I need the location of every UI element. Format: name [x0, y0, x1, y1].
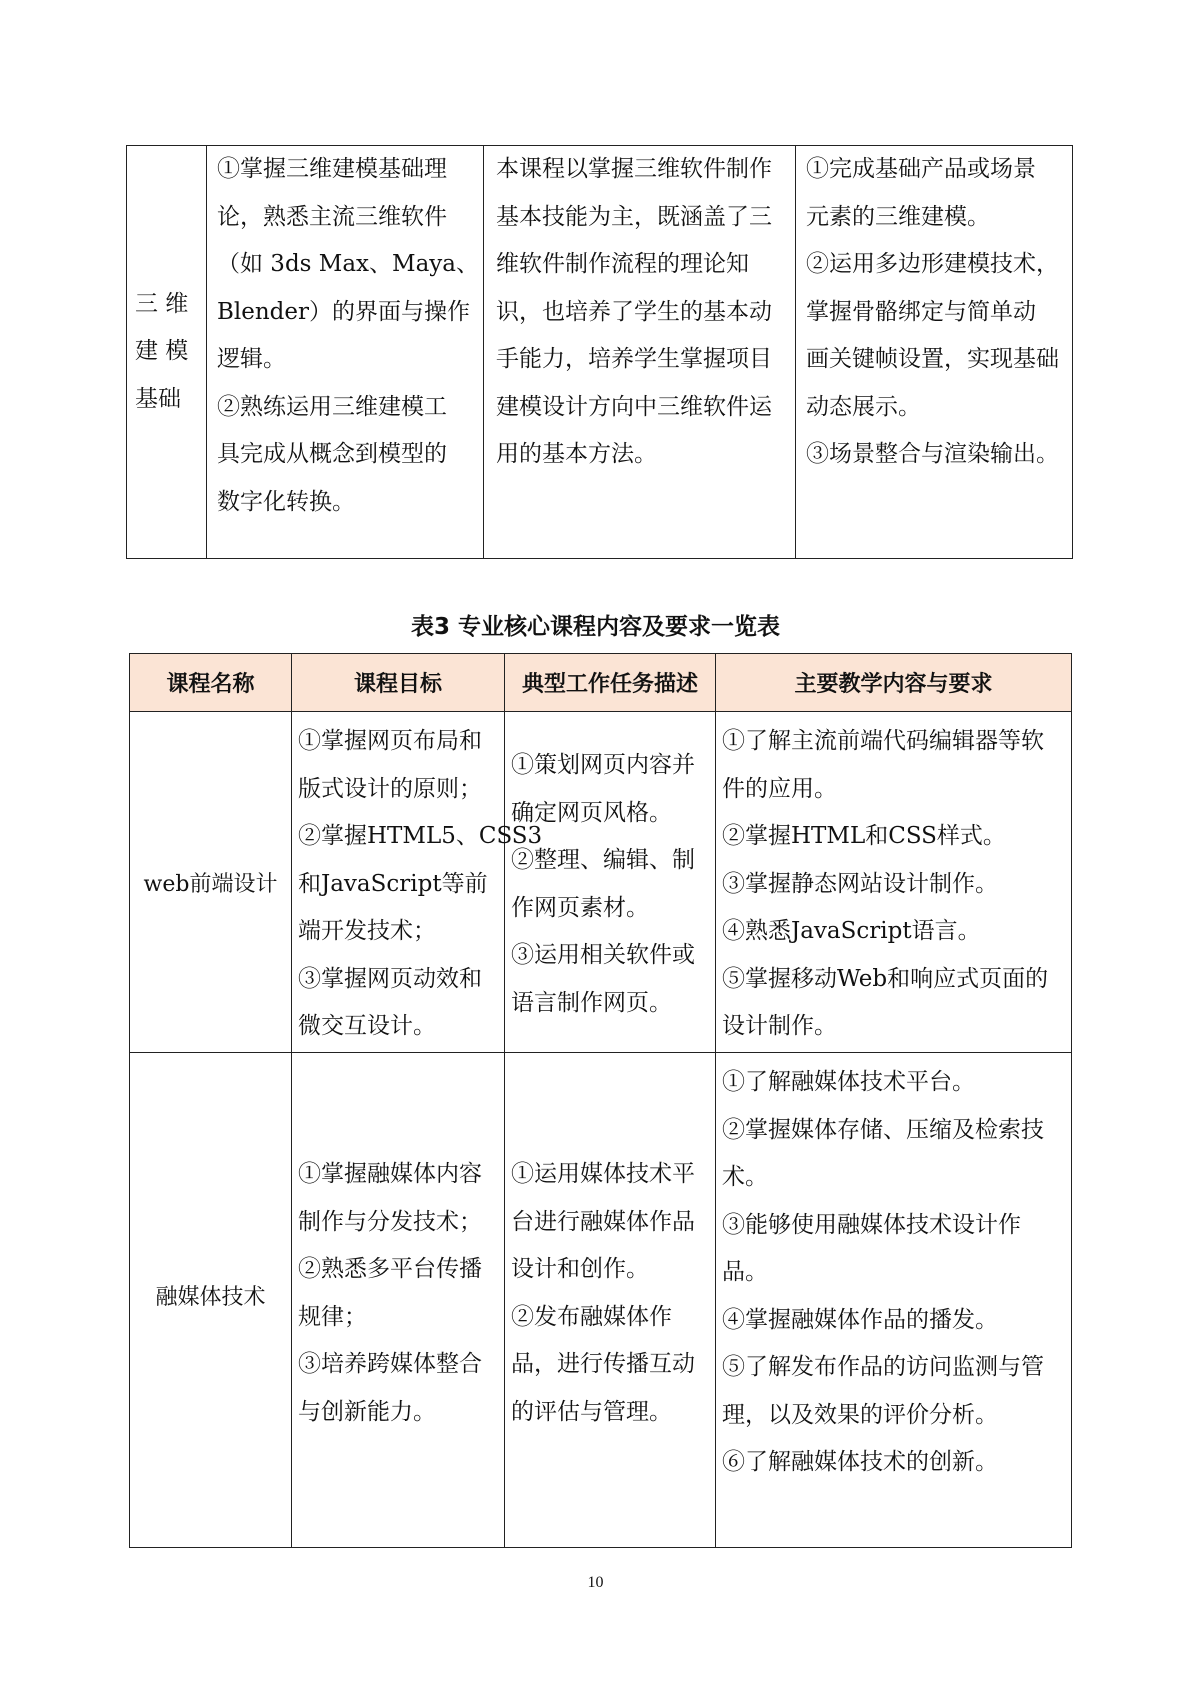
text-line: 维软件制作流程的理论知 — [496, 251, 749, 277]
text-line: ①策划网页内容并 — [511, 752, 695, 778]
text-line: 画关键帧设置，实现基础 — [806, 346, 1059, 372]
text-line: 论，熟悉主流三维软件 — [217, 203, 447, 230]
header-course-name: 课程名称 — [130, 654, 292, 712]
course-name-cell — [127, 146, 207, 559]
text-line: ①了解主流前端代码编辑器等软 — [722, 728, 1044, 754]
text-line: ①了解融媒体技术平台。 — [722, 1069, 975, 1095]
text-line: ③掌握网页动效和 — [298, 965, 482, 992]
text-line: 确定网页风格。 — [511, 799, 672, 826]
text-line: ②掌握HTML5、CSS3 — [298, 823, 543, 849]
course-task-lines — [484, 146, 795, 479]
course-content-cell — [796, 146, 1073, 559]
text-line: ①掌握融媒体内容 — [298, 1161, 482, 1187]
text-line: ①掌握三维建模基础理 — [217, 156, 447, 182]
course-name-cell: 融媒体技术 — [130, 1053, 292, 1548]
course-goal-lines — [292, 1053, 504, 1436]
text-line: 逻辑。 — [217, 346, 286, 372]
table-row — [130, 1053, 1072, 1548]
text-line: ②熟悉多平台传播 — [298, 1256, 482, 1282]
text-line: 数字化转换。 — [217, 488, 355, 515]
text-line: 掌握骨骼绑定与简单动 — [806, 298, 1036, 325]
text-line: 基础 — [135, 385, 181, 412]
course-task-lines — [505, 712, 715, 1027]
text-line: ④掌握融媒体作品的播发。 — [722, 1306, 998, 1333]
text-line: ②掌握媒体存储、压缩及检索技 — [722, 1116, 1044, 1143]
text-line: 建 模 — [135, 338, 189, 365]
text-line: 理，以及效果的评价分析。 — [722, 1401, 998, 1428]
course-content-lines — [716, 712, 1071, 1051]
text-line: ③培养跨媒体整合 — [298, 1351, 482, 1377]
text-line: 规律； — [298, 1303, 367, 1330]
text-line: 具完成从概念到模型的 — [217, 441, 447, 467]
course-goal-cell — [207, 146, 484, 559]
text-line: 手能力，培养学生掌握项目 — [496, 346, 772, 372]
text-line: 品。 — [722, 1259, 768, 1285]
text-line: ⑤掌握移动Web和响应式页面的 — [722, 965, 1049, 992]
course-task-cell — [505, 1053, 716, 1548]
text-line: 建模设计方向中三维软件运 — [496, 393, 772, 420]
course-goal-cell — [292, 1053, 505, 1548]
course-task-lines — [505, 1053, 715, 1436]
course-table-continued — [126, 145, 1073, 559]
text-line: ②运用多边形建模技术， — [806, 251, 1059, 277]
course-goal-lines — [207, 146, 483, 526]
course-task-cell — [484, 146, 796, 559]
text-line: 台进行融媒体作品 — [511, 1208, 695, 1235]
text-line: ①掌握网页布局和 — [298, 728, 482, 754]
table-row — [130, 712, 1072, 1053]
course-goal-lines — [292, 712, 543, 1051]
text-line: 识，也培养了学生的基本动 — [496, 298, 772, 325]
text-line: 的评估与管理。 — [511, 1398, 672, 1425]
text-line: ③场景整合与渲染输出。 — [806, 441, 1059, 467]
text-line: 设计和创作。 — [511, 1256, 649, 1282]
text-line: ①运用媒体技术平 — [511, 1161, 695, 1187]
course-name-cell: web前端设计 — [130, 712, 292, 1053]
header-course-goal: 课程目标 — [292, 654, 505, 712]
text-line: 和JavaScript等前 — [298, 870, 488, 897]
header-teaching-content: 主要教学内容与要求 — [716, 654, 1072, 712]
course-name-lines — [135, 281, 198, 424]
text-line: 件的应用。 — [722, 775, 837, 802]
course-content-lines — [796, 146, 1072, 479]
text-line: 微交互设计。 — [298, 1013, 436, 1039]
text-line: 品，进行传播互动 — [511, 1351, 695, 1377]
text-line: ②发布融媒体作 — [511, 1303, 672, 1330]
table-header-row — [130, 654, 1072, 712]
text-line: 端开发技术； — [298, 918, 436, 944]
course-task-cell — [505, 712, 716, 1053]
text-line: ③能够使用融媒体技术设计作 — [722, 1211, 1021, 1238]
text-line: 设计制作。 — [722, 1013, 837, 1039]
text-line: 术。 — [722, 1164, 768, 1190]
text-line: ②整理、编辑、制 — [511, 847, 695, 873]
text-line: ⑤了解发布作品的访问监测与管 — [722, 1354, 1044, 1380]
text-line: （如 3ds Max、Maya、 — [217, 251, 479, 277]
text-line: 用的基本方法。 — [496, 441, 657, 467]
page-number: 10 — [587, 1574, 604, 1591]
text-line: 作网页素材。 — [511, 894, 649, 921]
text-line: Blender）的界面与操作 — [217, 298, 471, 325]
core-course-table — [129, 653, 1072, 1548]
course-content-cell — [716, 712, 1072, 1053]
text-line: 语言制作网页。 — [511, 989, 672, 1016]
text-line: ②掌握HTML和CSS样式。 — [722, 823, 1006, 849]
course-content-cell — [716, 1053, 1072, 1548]
course-goal-cell — [292, 712, 543, 1053]
table-title: 表3 专业核心课程内容及要求一览表 — [410, 614, 780, 640]
text-line: 制作与分发技术； — [298, 1208, 482, 1235]
course-content-lines — [716, 1053, 1071, 1487]
text-line: ①完成基础产品或场景 — [806, 156, 1036, 182]
text-line: ③运用相关软件或 — [511, 942, 695, 968]
text-line: 版式设计的原则； — [298, 775, 482, 802]
text-line: 基本技能为主，既涵盖了三 — [496, 203, 772, 230]
text-line: 动态展示。 — [806, 393, 921, 420]
text-line: ②熟练运用三维建模工 — [217, 393, 447, 420]
text-line: 三 维 — [135, 290, 189, 317]
header-task-description: 典型工作任务描述 — [505, 654, 716, 712]
text-line: ④熟悉JavaScript语言。 — [722, 918, 981, 944]
text-line: ③掌握静态网站设计制作。 — [722, 870, 998, 897]
text-line: ⑥了解融媒体技术的创新。 — [722, 1449, 998, 1475]
text-line: 与创新能力。 — [298, 1398, 436, 1425]
text-line: 元素的三维建模。 — [806, 203, 990, 230]
text-line: 本课程以掌握三维软件制作 — [496, 156, 772, 182]
